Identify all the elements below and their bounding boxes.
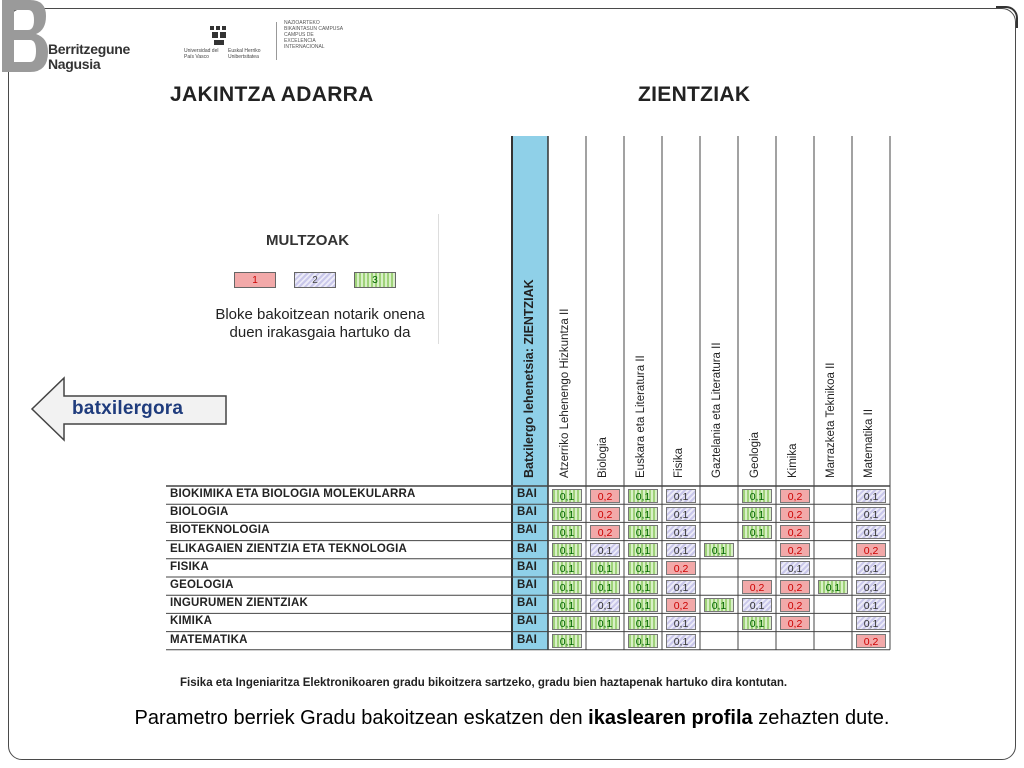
score-cell: 0,1 xyxy=(628,489,658,503)
bai-value: BAI xyxy=(517,579,537,591)
bai-value: BAI xyxy=(517,488,537,500)
score-cell: 0,2 xyxy=(780,580,810,594)
score-cell: 0,1 xyxy=(552,561,582,575)
row-label: MATEMATIKA xyxy=(170,633,248,646)
bai-value: BAI xyxy=(517,542,537,555)
score-cell: 0,1 xyxy=(666,634,696,648)
legend-title: MULTZOAK xyxy=(266,232,350,249)
score-cell: 0,1 xyxy=(856,525,886,539)
score-cell: 0,1 xyxy=(742,616,772,630)
score-cell: 0,2 xyxy=(780,489,810,503)
column-header: Matematika II xyxy=(863,408,875,478)
score-cell: 0,1 xyxy=(818,580,848,594)
score-cell: 0,1 xyxy=(742,507,772,521)
score-cell: 0,2 xyxy=(590,489,620,503)
score-cell: 0,1 xyxy=(666,580,696,594)
score-cell: 0,1 xyxy=(856,598,886,612)
column-header: Fisika xyxy=(673,447,685,478)
score-cell: 0,2 xyxy=(590,525,620,539)
score-cell: 0,1 xyxy=(590,580,620,594)
row-label: BIOLOGIA xyxy=(170,506,229,519)
bai-value: BAI xyxy=(517,597,537,610)
score-cell: 0,1 xyxy=(628,634,658,648)
legend-note-line-1: Bloke bakoitzean notarik onena xyxy=(215,306,425,323)
score-cell: 0,1 xyxy=(628,561,658,575)
ehu-text: Euskal Herriko Unibertsitatea xyxy=(228,48,261,60)
score-cell: 0,1 xyxy=(552,616,582,630)
score-cell: 0,1 xyxy=(780,561,810,575)
score-cell: 0,1 xyxy=(590,561,620,575)
score-cell: 0,1 xyxy=(552,507,582,521)
score-cell: 0,2 xyxy=(780,598,810,612)
score-cell: 0,2 xyxy=(590,507,620,521)
score-cell: 0,1 xyxy=(628,525,658,539)
column-header: Atzerriko Lehenengo Hizkuntza II xyxy=(559,308,571,478)
caption-before: Parametro berriek Gradu bakoitzean eskatzen den xyxy=(134,707,589,729)
score-cell: 0,2 xyxy=(780,616,810,630)
score-cell: 0,2 xyxy=(780,543,810,557)
bai-value: BAI xyxy=(517,560,537,573)
score-cell: 0,1 xyxy=(552,543,582,557)
row-label: BIOTEKNOLOGIA xyxy=(170,524,270,537)
table-footnote: Fisika eta Ingeniaritza Elektronikoaren gradu bikoitzera sartzeko, gradu bien haztapenak hartuko dira kontutan. xyxy=(180,677,788,689)
legend-group-1: 1 xyxy=(234,272,276,288)
score-cell: 0,1 xyxy=(552,525,582,539)
score-cell: 0,1 xyxy=(856,561,886,575)
row-label: KIMIKA xyxy=(170,615,213,628)
score-cell: 0,1 xyxy=(666,489,696,503)
score-cell: 0,2 xyxy=(856,634,886,648)
score-cell: 0,1 xyxy=(742,598,772,612)
row-label: ELIKAGAIEN ZIENTZIA ETA TEKNOLOGIA xyxy=(170,542,408,555)
score-cell: 0,1 xyxy=(628,580,658,594)
score-cell: 0,1 xyxy=(704,543,734,557)
score-cell: 0,1 xyxy=(628,616,658,630)
upv-text: Universidad del País Vasco xyxy=(184,48,219,60)
campus-text: NAZIOARTEKO BIKAINTASUN CAMPUSA CAMPUS DE EXCELENCIA INTERNACIONAL xyxy=(284,20,343,50)
legend-note-line-2: duen irakasgaia hartuko da xyxy=(229,324,411,341)
score-cell: 0,1 xyxy=(552,634,582,648)
score-cell: 0,1 xyxy=(742,525,772,539)
score-cell: 0,1 xyxy=(628,598,658,612)
column-header: Marrazketa Teknikoa II xyxy=(825,362,837,478)
score-cell: 0,1 xyxy=(856,580,886,594)
score-cell: 0,2 xyxy=(666,561,696,575)
score-cell: 0,1 xyxy=(704,598,734,612)
bai-value: BAI xyxy=(517,524,537,537)
bai-value: BAI xyxy=(517,615,537,628)
legend-group-2: 2 xyxy=(294,272,336,288)
heading-knowledge-branch: JAKINTZA ADARRA xyxy=(170,83,374,106)
batxilergora-link[interactable]: batxilergora xyxy=(72,398,184,419)
column-header: Gaztelania eta Literatura II xyxy=(711,342,723,478)
caption-bold: ikaslearen profila xyxy=(588,707,753,729)
bai-value: BAI xyxy=(517,633,537,646)
score-cell: 0,1 xyxy=(742,489,772,503)
score-cell: 0,1 xyxy=(590,598,620,612)
caption-after: zehazten dute. xyxy=(752,707,890,729)
bai-value: BAI xyxy=(517,506,537,519)
score-cell: 0,1 xyxy=(552,489,582,503)
score-cell: 0,1 xyxy=(552,580,582,594)
score-cell: 0,2 xyxy=(780,507,810,521)
legend-group-3: 3 xyxy=(354,272,396,288)
score-cell: 0,1 xyxy=(666,543,696,557)
row-label: BIOKIMIKA ETA BIOLOGIA MOLEKULARRA xyxy=(170,488,416,500)
score-cell: 0,1 xyxy=(628,543,658,557)
slide-caption xyxy=(0,707,1024,730)
score-cell: 0,2 xyxy=(780,525,810,539)
column-header-batxilergo: Batxilergo lehenetsia: ZIENTZIAK xyxy=(522,279,536,478)
score-cell: 0,2 xyxy=(856,543,886,557)
score-cell: 0,1 xyxy=(628,507,658,521)
score-cell: 0,1 xyxy=(666,507,696,521)
heading-sciences: ZIENTZIAK xyxy=(638,83,751,106)
score-cell: 0,1 xyxy=(666,525,696,539)
logo-line-2: Nagusia xyxy=(48,56,101,72)
column-header: Euskara eta Literatura II xyxy=(635,355,647,478)
score-cell: 0,2 xyxy=(742,580,772,594)
score-cell: 0,2 xyxy=(666,598,696,612)
logo-line-1: Berritzegune xyxy=(48,41,130,57)
column-header: Biologia xyxy=(597,437,609,478)
column-header: Kimika xyxy=(787,443,799,478)
score-cell: 0,1 xyxy=(552,598,582,612)
score-cell: 0,1 xyxy=(590,543,620,557)
score-cell: 0,1 xyxy=(856,507,886,521)
score-cell: 0,1 xyxy=(856,616,886,630)
row-label: GEOLOGIA xyxy=(170,579,234,591)
column-header: Geologia xyxy=(749,431,761,478)
score-cell: 0,1 xyxy=(666,616,696,630)
score-cell: 0,1 xyxy=(590,616,620,630)
row-label: INGURUMEN ZIENTZIAK xyxy=(170,597,308,610)
row-label: FISIKA xyxy=(170,560,209,573)
score-cell: 0,1 xyxy=(856,489,886,503)
